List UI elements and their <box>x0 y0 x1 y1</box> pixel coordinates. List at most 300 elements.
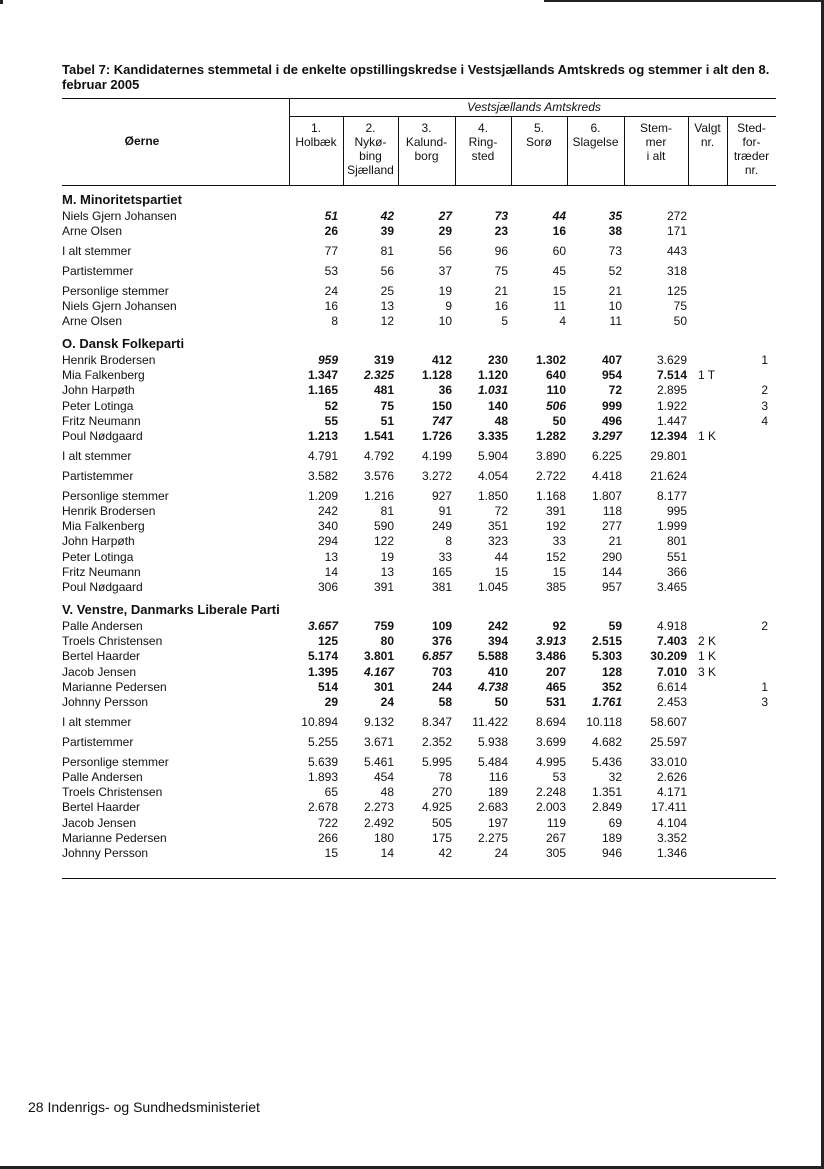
table-cell: 4.918 <box>656 618 687 633</box>
table-row <box>0 489 824 504</box>
table-cell: 36 <box>438 383 452 398</box>
region-underline <box>289 116 776 117</box>
table-cell: 10.118 <box>586 714 622 729</box>
table-row <box>0 429 824 444</box>
table-cell: 2.492 <box>363 815 394 830</box>
table-cell: 175 <box>431 831 452 845</box>
row-label: I alt stemmer <box>62 714 132 729</box>
table-cell: 1.541 <box>363 429 394 444</box>
table-cell: 999 <box>601 398 622 413</box>
table-cell: 37 <box>438 263 452 278</box>
table-cell: 8.177 <box>656 488 687 503</box>
table-cell: 1.807 <box>591 488 622 503</box>
table-cell: 16 <box>552 224 566 239</box>
table-cell: 11 <box>553 299 566 313</box>
table-cell: 4.791 <box>307 448 338 463</box>
table-cell: 15 <box>552 565 566 579</box>
table-cell: 3.335 <box>477 429 508 444</box>
table-row <box>0 469 824 484</box>
row-label: Henrik Brodersen <box>62 352 156 367</box>
table-row <box>0 634 824 649</box>
table-cell: 1.165 <box>307 383 338 398</box>
table-cell: 189 <box>601 831 622 845</box>
column-header: 6. Slagelse <box>572 121 619 149</box>
table-cell: 294 <box>317 534 338 549</box>
table-cell: 2.003 <box>535 800 566 815</box>
table-cell: 5.461 <box>363 754 394 769</box>
table-cell: 242 <box>317 503 338 518</box>
table-cell: 207 <box>545 664 566 679</box>
row-label: Niels Gjern Johansen <box>62 209 177 223</box>
table-cell: 3.913 <box>535 633 566 648</box>
table-row <box>0 550 824 565</box>
table-cell: 21.624 <box>650 468 687 483</box>
row-label: Personlige stemmer <box>62 488 169 503</box>
row-label: Arne Olsen <box>62 224 123 239</box>
table-cell: 81 <box>380 503 394 518</box>
table-cell: 366 <box>666 565 687 579</box>
table-cell: 3.576 <box>363 468 394 483</box>
table-cell: 50 <box>552 413 566 428</box>
table-cell: 27 <box>438 209 452 223</box>
table-cell: 394 <box>487 633 508 648</box>
table-cell: 5.174 <box>307 649 338 664</box>
table-cell: 1.726 <box>421 429 452 444</box>
table-cell: 747 <box>431 413 452 428</box>
table-cell: 4.171 <box>656 785 687 800</box>
table-cell: 323 <box>487 534 508 549</box>
row-label: Personlige stemmer <box>62 283 169 298</box>
table-cell: 150 <box>431 398 452 413</box>
table-cell: 1.045 <box>477 580 508 595</box>
table-cell: 4.738 <box>477 679 508 694</box>
row-label: Johnny Persson <box>62 695 149 710</box>
table-cell: 3 K <box>698 664 717 679</box>
row-label: Niels Gjern Johansen <box>62 299 177 313</box>
row-label: Arne Olsen <box>62 314 123 329</box>
column-header: 4. Ring- sted <box>468 121 498 163</box>
table-cell: 48 <box>494 413 508 428</box>
table-cell: 12 <box>380 314 394 329</box>
table-cell: 6.857 <box>421 649 452 664</box>
table-cell: 272 <box>666 209 687 223</box>
table-cell: 1.216 <box>363 488 394 503</box>
table-cell: 249 <box>431 519 452 534</box>
table-cell: 7.010 <box>656 664 687 679</box>
row-label: Jacob Jensen <box>62 815 137 830</box>
table-cell: 35 <box>608 209 622 223</box>
table-cell: 3.352 <box>656 831 687 845</box>
table-cell: 30.209 <box>650 649 687 664</box>
table-cell: 5.938 <box>477 734 508 749</box>
table-row <box>0 770 824 785</box>
table-cell: 128 <box>601 664 622 679</box>
table-cell: 5.639 <box>307 754 338 769</box>
page-footer: 28 Indenrigs- og Sundhedsministeriet <box>28 1099 260 1115</box>
row-label: Marianne Pedersen <box>62 679 167 694</box>
table-cell: 306 <box>317 580 338 595</box>
table-cell: 703 <box>431 664 452 679</box>
table-cell: 2 K <box>698 633 717 648</box>
table-cell: 92 <box>552 618 566 633</box>
row-label: Troels Christensen <box>62 785 163 800</box>
table-cell: 80 <box>380 633 394 648</box>
table-cell: 25 <box>380 283 394 298</box>
table-cell: 2 <box>761 618 768 633</box>
table-cell: 270 <box>431 785 452 800</box>
table-cell: 3.486 <box>535 649 566 664</box>
table-cell: 7.514 <box>656 367 687 382</box>
table-cell: 16 <box>494 299 508 313</box>
table-cell: 1.346 <box>656 846 687 861</box>
table-cell: 192 <box>545 519 566 534</box>
table-cell: 75 <box>673 299 687 313</box>
column-header: Sted- for- træder nr. <box>733 121 770 177</box>
table-cell: 3.657 <box>307 618 338 633</box>
table-cell: 5.588 <box>477 649 508 664</box>
table-cell: 2.352 <box>421 734 452 749</box>
table-row <box>0 565 824 580</box>
table-row <box>0 735 824 750</box>
row-label: Peter Lotinga <box>62 398 134 413</box>
row-label: Partistemmer <box>62 734 134 749</box>
table-cell: 551 <box>666 549 687 564</box>
table-cell: 19 <box>438 283 452 298</box>
table-cell: 1.209 <box>307 488 338 503</box>
table-row <box>0 695 824 710</box>
table-cell: 1.922 <box>656 398 687 413</box>
table-cell: 24 <box>324 283 338 298</box>
table-cell: 15 <box>552 283 566 298</box>
table-cell: 5.255 <box>307 734 338 749</box>
table-cell: 230 <box>487 352 508 367</box>
table-cell: 352 <box>601 679 622 694</box>
table-cell: 496 <box>601 413 622 428</box>
table-row <box>0 449 824 464</box>
table-row <box>0 368 824 383</box>
table-row <box>0 800 824 815</box>
table-cell: 77 <box>324 244 338 259</box>
table-cell: 590 <box>373 519 394 534</box>
table-cell: 267 <box>545 831 566 845</box>
row-label: John Harpøth <box>62 534 135 549</box>
table-cell: 959 <box>317 352 338 367</box>
row-label: John Harpøth <box>62 383 135 398</box>
row-label: Palle Andersen <box>62 618 143 633</box>
table-cell: 69 <box>608 815 622 830</box>
table-cell: 1.168 <box>535 488 566 503</box>
table-cell: 3.890 <box>535 448 566 463</box>
column-header: 5. Sorø <box>525 121 552 149</box>
table-cell: 927 <box>431 488 452 503</box>
table-cell: 759 <box>373 618 394 633</box>
table-cell: 1.447 <box>656 413 687 428</box>
table-cell: 801 <box>666 534 687 549</box>
table-cell: 116 <box>488 769 508 784</box>
table-cell: 3.582 <box>307 468 338 483</box>
row-label: Mia Falkenberg <box>62 367 145 382</box>
table-cell: 29.801 <box>650 448 687 463</box>
table-cell: 6.225 <box>591 448 622 463</box>
table-cell: 410 <box>487 664 508 679</box>
row-label: Palle Andersen <box>62 769 143 784</box>
table-cell: 122 <box>373 534 394 549</box>
page-frame-top <box>544 0 824 2</box>
table-cell: 33 <box>438 549 452 564</box>
table-row <box>0 264 824 279</box>
row-label: Jacob Jensen <box>62 664 137 679</box>
table-cell: 391 <box>545 503 566 518</box>
table-cell: 505 <box>431 815 452 830</box>
table-cell: 11 <box>609 314 622 329</box>
table-cell: 1 <box>761 352 768 367</box>
table-cell: 1 K <box>698 429 717 444</box>
table-cell: 21 <box>608 534 622 549</box>
table-cell: 24 <box>494 846 508 861</box>
table-cell: 59 <box>608 618 622 633</box>
table-cell: 42 <box>380 209 394 223</box>
table-cell: 52 <box>608 263 622 278</box>
table-cell: 242 <box>487 618 508 633</box>
table-cell: 5.904 <box>477 448 508 463</box>
table-cell: 1.031 <box>477 383 508 398</box>
row-label: Bertel Haarder <box>62 800 141 815</box>
column-header: 3. Kalund- borg <box>405 121 448 163</box>
table-cell: 412 <box>431 352 452 367</box>
column-header: 1. Holbæk <box>295 121 337 149</box>
table-cell: 4.104 <box>656 815 687 830</box>
table-cell: 51 <box>324 209 338 223</box>
table-cell: 109 <box>431 618 452 633</box>
table-cell: 33.010 <box>650 754 687 769</box>
table-cell: 957 <box>601 580 622 595</box>
table-cell: 6.614 <box>656 679 687 694</box>
table-row <box>0 755 824 770</box>
table-cell: 15 <box>494 565 508 579</box>
table-cell: 197 <box>487 815 508 830</box>
table-cell: 8.347 <box>421 714 452 729</box>
table-cell: 29 <box>438 224 452 239</box>
table-cell: 465 <box>545 679 566 694</box>
table-bottom-rule <box>62 878 776 879</box>
table-cell: 4.199 <box>421 448 452 463</box>
table-cell: 16 <box>324 299 338 313</box>
table-cell: 91 <box>438 503 452 518</box>
row-label: I alt stemmer <box>62 448 132 463</box>
table-cell: 2.325 <box>363 367 394 382</box>
table-cell: 8 <box>445 534 452 549</box>
column-header: 2. Nykø- bing Sjælland <box>347 121 394 177</box>
table-cell: 5 <box>501 314 508 329</box>
table-cell: 4.054 <box>477 468 508 483</box>
table-cell: 443 <box>666 244 687 259</box>
row-label: Troels Christensen <box>62 633 163 648</box>
row-label: Fritz Neumann <box>62 565 141 579</box>
table-cell: 385 <box>545 580 566 595</box>
table-cell: 21 <box>608 283 622 298</box>
table-cell: 2.453 <box>656 695 687 710</box>
table-cell: 4.682 <box>591 734 622 749</box>
table-cell: 381 <box>431 580 452 595</box>
row-header: Øerne <box>124 134 160 148</box>
table-cell: 42 <box>438 846 452 861</box>
table-cell: 3.671 <box>363 734 394 749</box>
table-cell: 1.347 <box>307 367 338 382</box>
table-cell: 96 <box>494 244 508 259</box>
table-row <box>0 846 824 861</box>
table-cell: 376 <box>431 633 452 648</box>
table-cell: 50 <box>673 314 687 329</box>
table-row <box>0 534 824 549</box>
table-row <box>0 353 824 368</box>
party-section-title: M. Minoritetspartiet <box>62 192 182 207</box>
table-cell: 44 <box>494 549 508 564</box>
table-row <box>0 519 824 534</box>
table-cell: 1 K <box>698 649 717 664</box>
table-cell: 318 <box>666 263 687 278</box>
table-cell: 4.418 <box>591 468 622 483</box>
table-cell: 60 <box>552 244 566 259</box>
table-cell: 319 <box>373 352 394 367</box>
row-label: Fritz Neumann <box>62 413 141 428</box>
table-cell: 44 <box>552 209 566 223</box>
table-cell: 454 <box>373 769 394 784</box>
table-cell: 2.275 <box>477 831 508 845</box>
table-cell: 152 <box>545 549 566 564</box>
table-cell: 12.394 <box>650 429 687 444</box>
table-cell: 24 <box>380 695 394 710</box>
table-row <box>0 649 824 664</box>
header-bottom-rule <box>62 185 776 186</box>
table-cell: 2.626 <box>656 769 687 784</box>
table-cell: 1 <box>761 679 768 694</box>
table-cell: 14 <box>324 565 338 579</box>
table-cell: 13 <box>380 299 394 313</box>
table-cell: 8 <box>331 314 338 329</box>
table-cell: 52 <box>324 398 338 413</box>
table-cell: 14 <box>380 846 394 861</box>
table-cell: 29 <box>324 695 338 710</box>
table-cell: 340 <box>317 519 338 534</box>
table-cell: 53 <box>552 769 566 784</box>
table-cell: 1.282 <box>535 429 566 444</box>
table-cell: 58 <box>438 695 452 710</box>
table-cell: 17.411 <box>651 800 687 815</box>
row-label: Henrik Brodersen <box>62 503 156 518</box>
region-header: Vestsjællands Amtskreds <box>467 100 601 114</box>
table-cell: 56 <box>438 244 452 259</box>
table-cell: 25.597 <box>650 734 687 749</box>
table-cell: 301 <box>373 679 394 694</box>
table-cell: 244 <box>431 679 452 694</box>
table-row <box>0 715 824 730</box>
table-cell: 45 <box>552 263 566 278</box>
table-cell: 7.403 <box>656 633 687 648</box>
table-cell: 5.484 <box>477 754 508 769</box>
table-cell: 75 <box>494 263 508 278</box>
table-cell: 51 <box>380 413 394 428</box>
table-cell: 722 <box>317 815 338 830</box>
table-row <box>0 299 824 314</box>
table-cell: 165 <box>431 565 452 579</box>
page-frame-corner <box>0 0 3 4</box>
table-cell: 946 <box>601 846 622 861</box>
header-top-rule <box>62 98 776 99</box>
table-cell: 4.792 <box>363 448 394 463</box>
table-cell: 15 <box>324 846 338 861</box>
table-cell: 10.894 <box>301 714 338 729</box>
table-cell: 3 <box>761 695 768 710</box>
table-cell: 3.699 <box>535 734 566 749</box>
table-cell: 2.678 <box>307 800 338 815</box>
table-cell: 72 <box>494 503 508 518</box>
table-cell: 1.761 <box>591 695 622 710</box>
table-cell: 4.925 <box>421 800 452 815</box>
table-cell: 266 <box>317 831 338 845</box>
table-cell: 5.995 <box>421 754 452 769</box>
party-section-title: O. Dansk Folkeparti <box>62 335 185 351</box>
table-cell: 5.303 <box>591 649 622 664</box>
table-row <box>0 314 824 329</box>
table-cell: 119 <box>546 815 566 830</box>
row-label: Partistemmer <box>62 468 134 483</box>
table-cell: 110 <box>546 383 566 398</box>
table-cell: 11.422 <box>472 714 508 729</box>
table-row <box>0 504 824 519</box>
table-row <box>0 383 824 398</box>
table-row <box>0 224 824 239</box>
table-cell: 78 <box>438 769 452 784</box>
table-cell: 58.607 <box>650 714 687 729</box>
row-label: Poul Nødgaard <box>62 429 143 444</box>
table-cell: 531 <box>545 695 566 710</box>
table-cell: 19 <box>380 549 394 564</box>
table-cell: 50 <box>494 695 508 710</box>
table-cell: 65 <box>324 785 338 800</box>
table-cell: 4 <box>559 314 566 329</box>
table-row <box>0 816 824 831</box>
table-cell: 72 <box>608 383 622 398</box>
table-cell: 1.213 <box>307 429 338 444</box>
table-row <box>0 580 824 595</box>
table-cell: 125 <box>317 633 338 648</box>
column-header: Stem- mer i alt <box>639 121 672 163</box>
table-cell: 3.629 <box>656 352 687 367</box>
table-cell: 8.694 <box>535 714 566 729</box>
table-cell: 1.302 <box>535 352 566 367</box>
row-label: Johnny Persson <box>62 846 149 861</box>
table-cell: 140 <box>487 398 508 413</box>
table-cell: 2.248 <box>535 785 566 800</box>
table-row <box>0 785 824 800</box>
table-cell: 10 <box>608 299 622 313</box>
table-cell: 180 <box>373 831 394 845</box>
table-cell: 407 <box>601 352 622 367</box>
table-cell: 506 <box>545 398 566 413</box>
table-row <box>0 244 824 259</box>
table-title: Tabel 7: Kandidaternes stemmetal i de enkelte opstillingskredse i Vestsjællands Amtskreds og stemmer i alt den 8. februar 2005 <box>62 62 770 92</box>
table-cell: 23 <box>494 224 508 239</box>
table-cell: 21 <box>494 283 508 298</box>
table-cell: 3.297 <box>591 429 622 444</box>
table-cell: 4 <box>761 413 768 428</box>
table-cell: 1.893 <box>307 769 338 784</box>
table-cell: 171 <box>666 224 687 239</box>
table-cell: 1 T <box>698 367 716 382</box>
table-cell: 73 <box>608 244 622 259</box>
table-cell: 48 <box>380 785 394 800</box>
table-cell: 2.849 <box>591 800 622 815</box>
